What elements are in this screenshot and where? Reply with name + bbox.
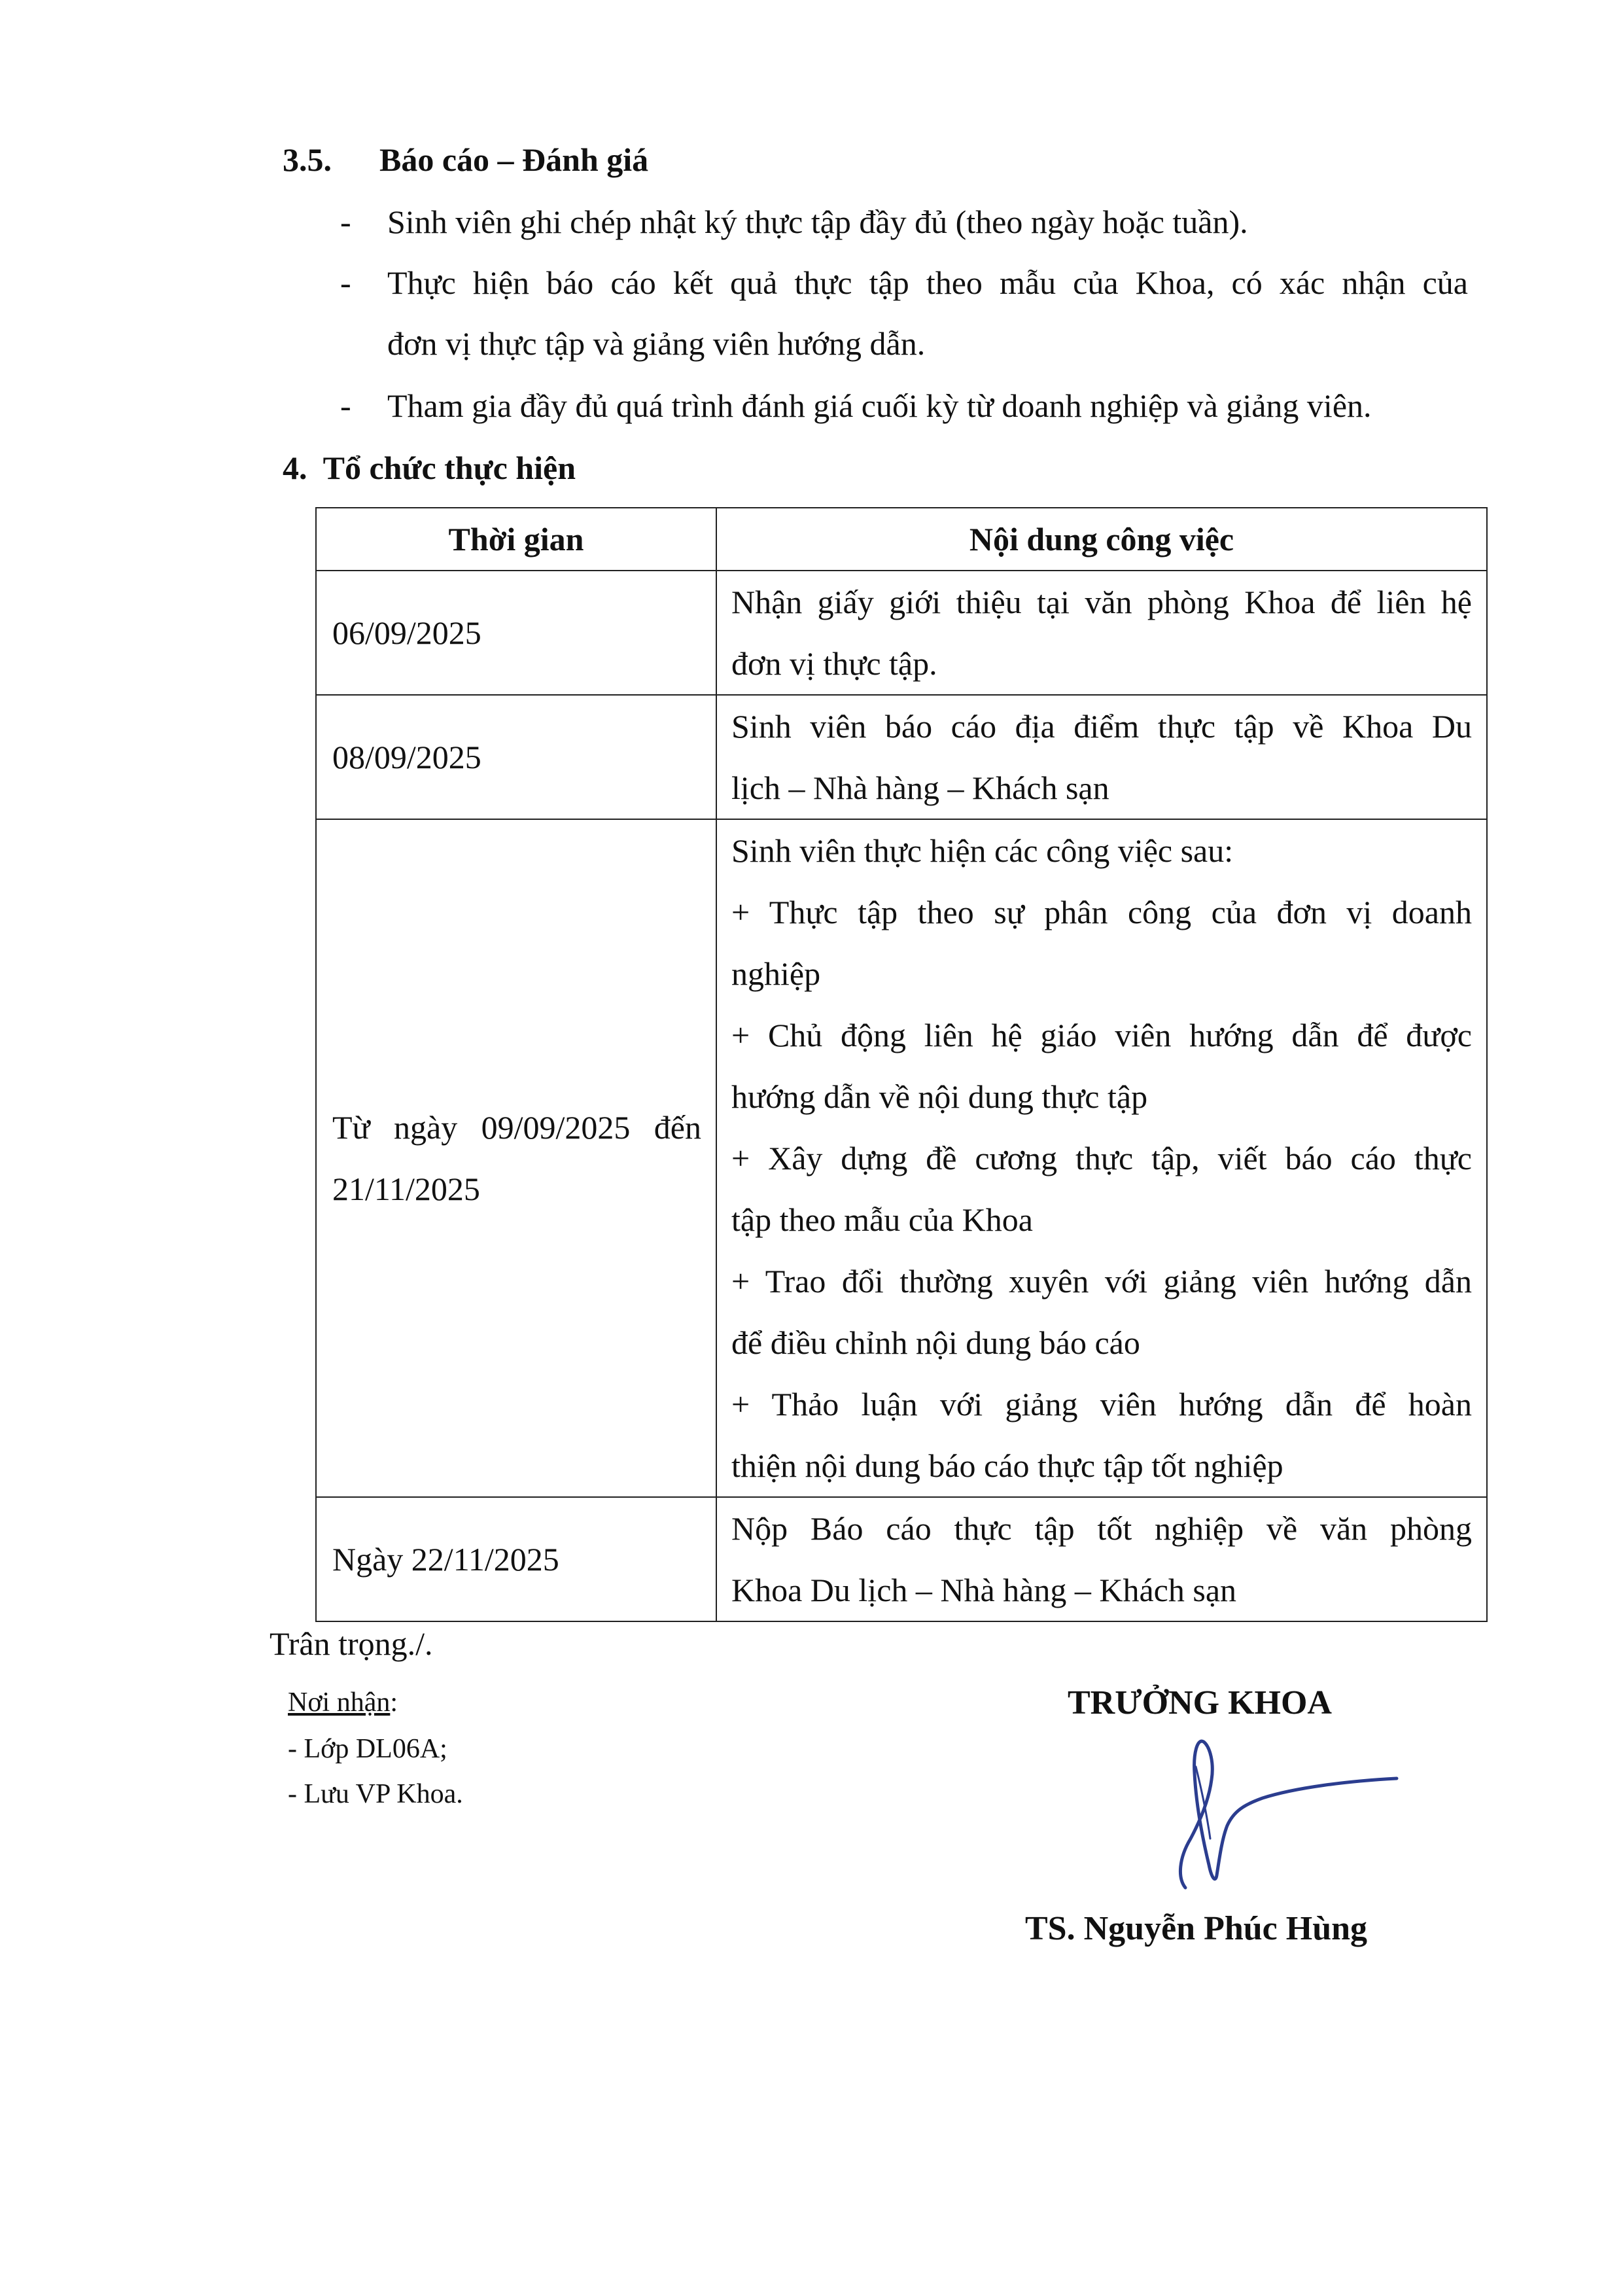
column-header-content: Nội dung công việc	[716, 508, 1487, 571]
content-line: để điều chỉnh nội dung báo cáo	[731, 1324, 1140, 1361]
bullet-dash: -	[340, 387, 351, 424]
bullet-dash: -	[340, 264, 351, 301]
content-line: nghiệp	[731, 955, 821, 992]
time-cell	[316, 819, 716, 1497]
bullet-text: Thực hiện báo cáo kết quả thực tập theo mẫu của Khoa, có xác nhận của	[387, 264, 1468, 301]
closing-text: Trân trọng./.	[270, 1625, 433, 1662]
content-line: + Xây dựng đề cương thực tập, viết báo cáo thực	[731, 1140, 1472, 1176]
schedule-table	[315, 507, 1488, 1622]
handwritten-signature	[1138, 1727, 1413, 1898]
content-line: lịch – Nhà hàng – Khách sạn	[731, 769, 1109, 806]
table-row	[316, 819, 1487, 1497]
time-text: 08/09/2025	[332, 739, 481, 775]
recipient-item: - Lưu VP Khoa.	[288, 1779, 463, 1809]
content-line: Nhận giấy giới thiệu tại văn phòng Khoa để liên hệ	[731, 584, 1472, 620]
recipient-item: - Lớp DL06A;	[288, 1734, 447, 1764]
bullet-text: Tham gia đầy đủ quá trình đánh giá cuối kỳ từ doanh nghiệp và giảng viên.	[387, 387, 1372, 424]
time-text: Từ ngày 09/09/2025 đến	[332, 1109, 701, 1146]
section-number: 3.5.	[283, 141, 332, 178]
content-line: tập theo mẫu của Khoa	[731, 1201, 1033, 1238]
content-line: Sinh viên thực hiện các công việc sau:	[731, 832, 1234, 869]
table-row	[316, 571, 1487, 695]
time-text: 06/09/2025	[332, 614, 481, 651]
time-cell	[316, 1497, 716, 1621]
recipients-label: Nơi nhận:	[288, 1687, 398, 1718]
table-header-row	[316, 508, 1487, 571]
content-cell	[716, 695, 1487, 819]
bullet-text: Sinh viên ghi chép nhật ký thực tập đầy đủ (theo ngày hoặc tuần).	[387, 203, 1248, 240]
signature-stroke	[1180, 1741, 1397, 1888]
content-cell	[716, 819, 1487, 1497]
content-line: + Trao đổi thường xuyên với giảng viên hướng dẫn	[731, 1263, 1472, 1299]
content-line: Khoa Du lịch – Nhà hàng – Khách sạn	[731, 1572, 1237, 1608]
column-header-time: Thời gian	[316, 508, 716, 571]
content-line: Nộp Báo cáo thực tập tốt nghiệp về văn phòng	[731, 1510, 1472, 1547]
content-cell	[716, 571, 1487, 695]
content-line: đơn vị thực tập.	[731, 645, 937, 682]
table-row	[316, 1497, 1487, 1621]
bullet-dash: -	[340, 203, 351, 240]
section-title: Báo cáo – Đánh giá	[379, 141, 649, 178]
content-line: + Thực tập theo sự phân công của đơn vị doanh	[731, 894, 1472, 930]
signatory-title: TRƯỞNG KHOA	[1068, 1684, 1332, 1722]
section-4-heading: 4. Tổ chức thực hiện	[283, 450, 576, 486]
signatory-name: TS. Nguyễn Phúc Hùng	[1025, 1910, 1368, 1947]
content-line: thiện nội dung báo cáo thực tập tốt nghiệp	[731, 1447, 1283, 1484]
time-cell	[316, 571, 716, 695]
time-text: Ngày 22/11/2025	[332, 1541, 559, 1578]
content-line: + Thảo luận với giảng viên hướng dẫn để hoàn	[731, 1386, 1472, 1422]
time-text: 21/11/2025	[332, 1171, 480, 1207]
content-cell	[716, 1497, 1487, 1621]
table-row	[316, 695, 1487, 819]
bullet-text-continued: đơn vị thực tập và giảng viên hướng dẫn.	[387, 325, 926, 362]
time-cell	[316, 695, 716, 819]
content-line: + Chủ động liên hệ giáo viên hướng dẫn để được	[731, 1017, 1472, 1053]
content-line: Sinh viên báo cáo địa điểm thực tập về Khoa Du	[731, 708, 1472, 745]
content-line: hướng dẫn về nội dung thực tập	[731, 1078, 1148, 1115]
